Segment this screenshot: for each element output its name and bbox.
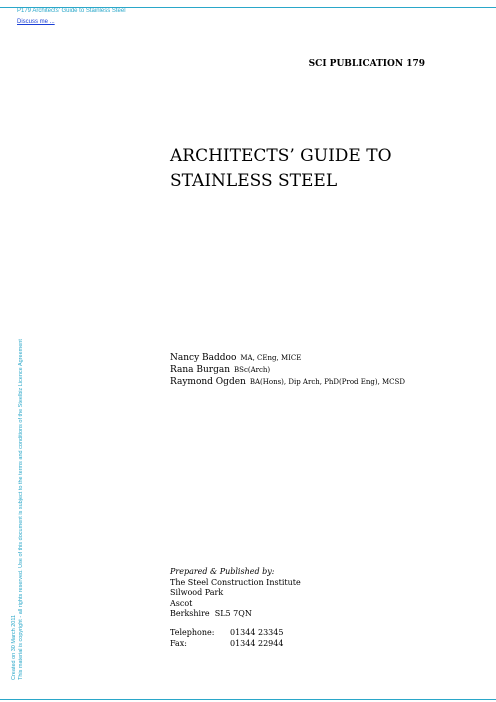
contact-block [170, 628, 283, 649]
fax-label: Fax: [170, 638, 187, 648]
author-name: Rana Burgan [170, 365, 231, 375]
author-list [170, 352, 405, 388]
author-name: Nancy Baddoo [170, 353, 237, 363]
author-qualifications: BA(Hons), Dip Arch, PhD(Prod Eng), MCSD [249, 378, 405, 386]
copyright-notice [11, 339, 24, 680]
page-title [170, 144, 392, 194]
copyright-line: This material is copyright - all rights reserved. Use of this document is subject to the terms and conditions of the Steelbiz Licence Agreement [17, 339, 24, 680]
title-line-2: STAINLESS STEEL [170, 171, 338, 191]
title-line-1: ARCHITECTS’ GUIDE TO [170, 146, 392, 166]
address-line: The Steel Construction Institute [170, 577, 301, 587]
author-item [170, 352, 405, 364]
publication-number: SCI PUBLICATION 179 [308, 59, 425, 69]
telephone-row [170, 628, 283, 639]
publisher-block [170, 567, 301, 620]
author-name: Raymond Ogden [170, 377, 246, 387]
address-line: Berkshire SL5 7QN [170, 609, 252, 618]
author-qualifications: BSc(Arch) [234, 366, 271, 374]
telephone-value: 01344 23345 [230, 628, 284, 637]
discuss-link[interactable]: Discuss me ... [17, 19, 55, 25]
fax-value: 01344 22944 [230, 638, 284, 648]
telephone-label: Telephone: [170, 628, 215, 637]
author-qualifications: MA, CEng, MICE [240, 354, 302, 362]
publisher-label: Prepared & Published by: [170, 567, 275, 576]
address-line: Silwood Park [170, 588, 224, 597]
bottom-rule [0, 699, 496, 700]
author-item [170, 364, 405, 376]
address-line: Ascot [170, 598, 193, 608]
author-item [170, 376, 405, 388]
created-date-line: Created on 30 March 2011 [11, 614, 17, 680]
document-title-header: P179 Architects' Guide to Stainless Steel [17, 8, 126, 14]
fax-row [170, 639, 283, 650]
